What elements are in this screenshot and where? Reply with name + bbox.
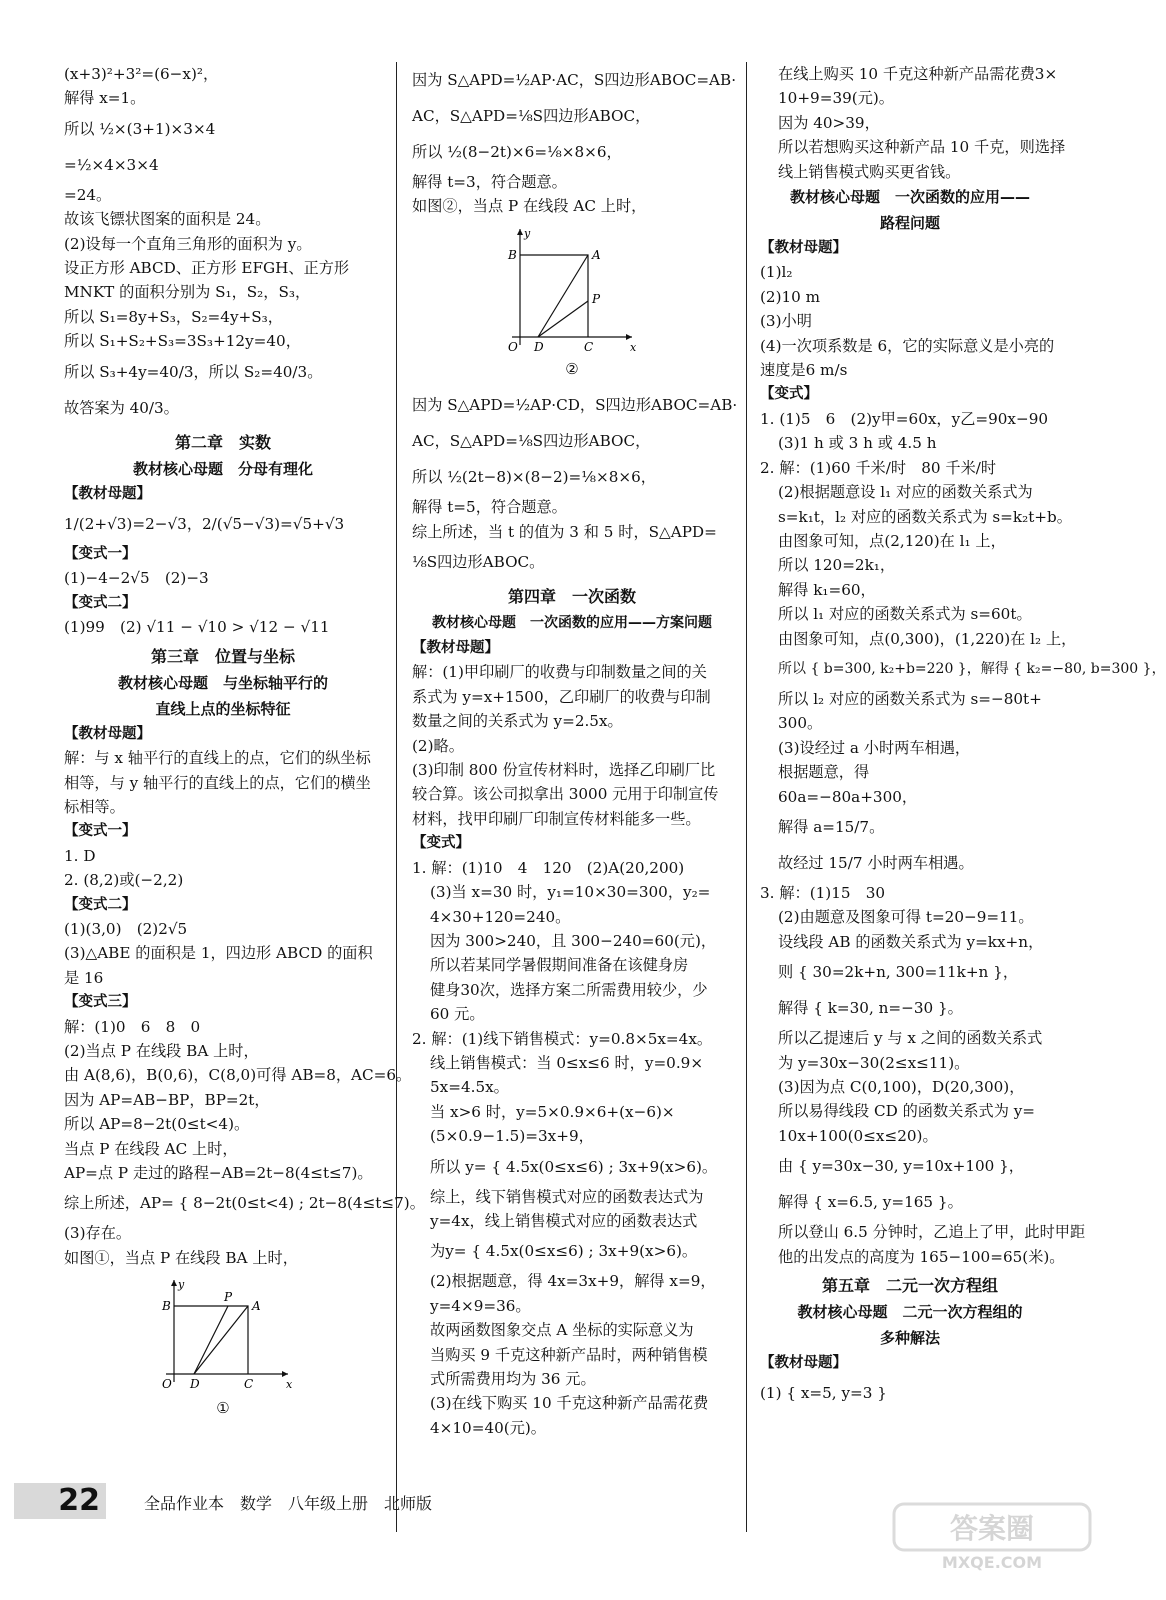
svg-text:A: A <box>252 1299 261 1314</box>
text-line: 综上，线下销售模式对应的函数表达式为 <box>430 1187 704 1206</box>
text-line: 所以若某同学暑假期间准备在该健身房 <box>430 956 689 975</box>
text-line: 1/(2+√3)=2−√3，2/(√5−√3)=√5+√3 <box>64 515 345 534</box>
text-line: 1. (1)5 6 (2)y甲=60x，y乙=90x−90 <box>760 409 1049 428</box>
section-title: 多种解法 <box>879 1329 940 1348</box>
text-line: (2)根据题意设 l₁ 对应的函数关系式为 <box>778 483 1033 502</box>
text-line: 健身30次，选择方案二所需费用较少，少 <box>430 980 708 999</box>
text-line: 所以 120=2k₁， <box>778 556 896 575</box>
text-line: 2. (8,2)或(−2,2) <box>64 871 184 890</box>
figure-2-label: ② <box>565 359 579 378</box>
text-line: 所以 S₁=8y+S₃，S₂=4y+S₃， <box>64 307 283 326</box>
svg-text:A: A <box>592 247 601 262</box>
text-line: 标相等。 <box>64 797 125 816</box>
svg-text:y: y <box>524 226 531 240</box>
svg-text:P: P <box>224 1290 233 1305</box>
text-line: 是 16 <box>64 968 104 987</box>
svg-text:D: D <box>190 1377 200 1392</box>
text-line: 则 { 30=2k+n, 300=11k+n }， <box>778 963 1019 982</box>
text-line: (1)(3,0) (2)2√5 <box>64 919 188 938</box>
text-line: (2)10 m <box>760 287 821 306</box>
section-title: 教材核心母题 一次函数的应用—— <box>789 188 1030 207</box>
section-tag: 【变式一】 <box>64 823 137 840</box>
text-line: s=k₁t，l₂ 对应的函数关系式为 s=k₂t+b。 <box>778 507 1072 526</box>
text-line: 5x=4.5x。 <box>430 1078 509 1097</box>
text-line: 故经过 15/7 小时两车相遇。 <box>778 853 974 872</box>
column-divider-1 <box>396 62 397 1532</box>
section-title: 教材核心母题 一次函数的应用——方案问题 <box>432 615 712 632</box>
section-tag: 【变式】 <box>412 835 470 852</box>
text-line: 所以 S₁+S₂+S₃=3S₃+12y=40， <box>64 332 301 351</box>
section-title: 路程问题 <box>879 214 940 233</box>
text-line: 10x+100(0≤x≤20)。 <box>778 1126 938 1145</box>
text-line: 故答案为 40/3。 <box>64 398 179 417</box>
section-title: 教材核心母题 与坐标轴平行的 <box>117 673 328 692</box>
text-line: (5×0.9−1.5)=3x+9， <box>430 1127 594 1146</box>
text-line: 数量之间的关系式为 y=2.5x。 <box>412 712 623 731</box>
svg-text:B: B <box>508 247 517 262</box>
text-line: 线上销售模式购买更省钱。 <box>778 162 961 181</box>
watermark-logo <box>892 1502 1092 1574</box>
text-line: 根据题意，得 <box>778 763 870 782</box>
section-tag: 【教材母题】 <box>760 240 847 257</box>
text-line: 速度是6 m/s <box>760 361 848 380</box>
section-tag: 【变式二】 <box>64 594 137 611</box>
chapter-title: 第三章 位置与坐标 <box>150 646 295 666</box>
text-line: 1. D <box>64 846 96 865</box>
svg-text:O: O <box>508 339 518 354</box>
text-line: ⅛S四边形ABOC。 <box>412 553 545 572</box>
figure-2-diagram <box>502 225 642 357</box>
text-line: 如图①，当点 P 在线段 BA 上时， <box>64 1248 298 1267</box>
svg-text:B: B <box>162 1299 171 1314</box>
text-line: (3)小明 <box>760 312 812 331</box>
text-line: =24。 <box>64 185 112 204</box>
svg-text:x: x <box>630 340 637 354</box>
svg-text:y: y <box>178 1278 185 1292</box>
text-line: 300。 <box>778 714 823 733</box>
text-line: 由图象可知，点(2,120)在 l₁ 上， <box>778 531 1006 550</box>
text-line: 因为 S△APD=½AP·CD，S四边形ABOC=AB· <box>412 396 738 415</box>
text-line: 为y= { 4.5x(0≤x≤6) ; 3x+9(x>6)。 <box>430 1242 698 1261</box>
text-line: (3)在线下购买 10 千克这种新产品需花费 <box>430 1394 709 1413</box>
text-line: (1)−4−2√5 (2)−3 <box>64 569 209 588</box>
text-line: (2)根据题意，得 4x=3x+9，解得 x=9， <box>430 1272 716 1291</box>
chapter-title: 第五章 二元一次方程组 <box>821 1276 998 1296</box>
text-line: (3)存在。 <box>64 1224 132 1243</box>
text-line: (3)设经过 a 小时两车相遇， <box>778 738 971 757</box>
text-line: 由 A(8,6)，B(0,6)，C(8,0)可得 AB=8，AC=6。 <box>64 1066 412 1085</box>
text-line: 解得 { x=6.5, y=165 }。 <box>778 1193 963 1212</box>
text-line: 所以 y= { 4.5x(0≤x≤6) ; 3x+9(x>6)。 <box>430 1157 718 1176</box>
text-line: 为 y=30x−30(2≤x≤11)。 <box>778 1053 970 1072</box>
text-line: 60 元。 <box>430 1005 485 1024</box>
text-line: (1)99 (2) √11 − √10 > √12 − √11 <box>64 618 330 637</box>
text-line: MNKT 的面积分别为 S₁，S₂，S₃， <box>64 283 311 302</box>
text-line: 10+9=39(元)。 <box>778 89 894 108</box>
text-line: 线上销售模式：当 0≤x≤6 时，y=0.9× <box>430 1053 704 1072</box>
text-line: 当 x>6 时，y=5×0.9×6+(x−6)× <box>430 1102 675 1121</box>
text-line: (1)l₂ <box>760 263 793 282</box>
text-line: 解：与 x 轴平行的直线上的点，它们的纵坐标 <box>64 749 371 768</box>
text-line: 当购买 9 千克这种新产品时，两种销售模 <box>430 1345 708 1364</box>
text-line: 解：(1)甲印刷厂的收费与印制数量之间的关 <box>412 663 707 682</box>
text-line: 故该飞镖状图案的面积是 24。 <box>64 210 271 229</box>
text-line: y=4x，线上销售模式对应的函数表达式 <box>430 1211 698 1230</box>
text-line: (2)设每一个直角三角形的面积为 y。 <box>64 234 312 253</box>
text-line: (x+3)²+3²=(6−x)²， <box>64 65 219 83</box>
text-line: 2. 解：(1)60 千米/时 80 千米/时 <box>760 458 997 477</box>
text-line: (3)1 h 或 3 h 或 4.5 h <box>778 434 937 453</box>
section-tag: 【变式三】 <box>64 994 137 1011</box>
text-line: 解得 x=1。 <box>64 89 146 108</box>
text-line: 设正方形 ABCD、正方形 EFGH、正方形 <box>64 259 350 278</box>
text-line: 所以 S₃+4y=40/3，所以 S₂=40/3。 <box>64 362 323 381</box>
column-2 <box>412 62 738 1440</box>
text-line: 由 { y=30x−30, y=10x+100 }， <box>778 1157 1024 1176</box>
text-line: 4×10=40(元)。 <box>430 1418 546 1437</box>
text-line: 所以 AP=8−2t(0≤t<4)。 <box>64 1115 250 1134</box>
figure-1-label: ① <box>216 1399 230 1418</box>
text-line: 4×30+120=240。 <box>430 907 571 926</box>
figure-1-diagram <box>148 1276 298 1394</box>
column-1 <box>64 62 425 1421</box>
section-title: 直线上点的坐标特征 <box>155 699 291 718</box>
text-line: 系式为 y=x+1500，乙印刷厂的收费与印制 <box>412 687 711 706</box>
section-tag: 【教材母题】 <box>760 1355 847 1372</box>
text-line: 所以 ½×(3+1)×3×4 <box>64 119 216 138</box>
text-line: 所以若想购买这种新产品 10 千克，则选择 <box>778 138 1066 157</box>
section-tag: 【变式一】 <box>64 546 137 563</box>
text-line: 所以 l₁ 对应的函数关系式为 s=60t。 <box>778 605 1032 624</box>
column-3 <box>760 62 1166 1411</box>
text-line: (3)印制 800 份宣传材料时，选择乙印刷厂比 <box>412 761 716 780</box>
text-line: 因为 S△APD=½AP·AC，S四边形ABOC=AB· <box>412 71 737 89</box>
text-line: 他的出发点的高度为 165−100=65(米)。 <box>778 1247 1065 1266</box>
text-line: 所以登山 6.5 分钟时，乙追上了甲，此时甲距 <box>778 1223 1086 1242</box>
text-line: 解：(1)0 6 8 0 <box>64 1017 201 1036</box>
text-line: 较合算。该公司拟拿出 3000 元用于印制宣传 <box>412 785 719 804</box>
text-line: 因为 AP=AB−BP，BP=2t， <box>64 1090 270 1109</box>
text-line: (3)△ABE 的面积是 1，四边形 ABCD 的面积 <box>64 944 373 963</box>
text-line: 综上所述，当 t 的值为 3 和 5 时，S△APD= <box>412 522 717 541</box>
text-line: 因为 300>240，且 300−240=60(元)， <box>430 931 717 950</box>
svg-text:MXQE.COM: MXQE.COM <box>941 1553 1043 1572</box>
svg-text:O: O <box>162 1377 172 1392</box>
text-line: y=4×9=36。 <box>430 1296 531 1315</box>
section-tag: 【教材母题】 <box>64 485 151 502</box>
text-line: (3)因为点 C(0,100)，D(20,300)， <box>778 1078 1025 1096</box>
text-line: 1. 解：(1)10 4 120 (2)A(20,200) <box>412 858 685 877</box>
section-tag: 【教材母题】 <box>412 640 499 657</box>
text-line: 解得 t=5，符合题意。 <box>412 498 567 517</box>
text-line: 由图象可知，点(0,300)，(1,220)在 l₂ 上， <box>778 629 1077 648</box>
text-line: 当点 P 在线段 AC 上时， <box>64 1139 238 1158</box>
svg-text:P: P <box>592 291 601 306</box>
text-line: 所以 ½(2t−8)×(8−2)=⅛×8×6， <box>412 468 656 487</box>
text-line: 在线上购买 10 千克这种新产品需花费3× <box>778 65 1058 83</box>
text-line: 解得 a=15/7。 <box>778 817 885 836</box>
text-line: 60a=−80a+300， <box>778 787 918 806</box>
svg-text:x: x <box>286 1378 293 1392</box>
column-divider-2 <box>746 62 747 1532</box>
chapter-title: 第二章 实数 <box>174 432 271 452</box>
svg-text:D: D <box>534 339 544 354</box>
section-title: 教材核心母题 分母有理化 <box>132 459 313 478</box>
text-line: =½×4×3×4 <box>64 155 159 174</box>
text-line: (2)略。 <box>412 736 464 755</box>
text-line: 所以 l₂ 对应的函数关系式为 s=−80t+ <box>778 689 1042 708</box>
section-title: 教材核心母题 二元一次方程组的 <box>797 1303 1023 1322</box>
text-line: (3)当 x=30 时，y₁=10×30=300，y₂= <box>430 883 711 902</box>
text-line: 解得 t=3，符合题意。 <box>412 173 567 191</box>
text-line: 所以 { b=300, k₂+b=220 }，解得 { k₂=−80, b=300 }， <box>778 660 1166 677</box>
text-line: 所以 ½(8−2t)×6=⅛×8×6， <box>412 143 622 161</box>
page-number: 22 <box>14 1483 106 1519</box>
chapter-title: 第四章 一次函数 <box>507 587 636 607</box>
svg-text:C: C <box>584 339 594 354</box>
text-line: (2)由题意及图象可得 t=20−9=11。 <box>778 908 1034 927</box>
text-line: 解得 { k=30, n=−30 }。 <box>778 999 963 1018</box>
section-tag: 【变式二】 <box>64 896 137 913</box>
text-line: AC，S△APD=⅛S四边形ABOC， <box>412 107 651 125</box>
svg-text:C: C <box>244 1377 254 1392</box>
section-tag: 【变式】 <box>760 386 818 403</box>
text-line: (1) { x=5, y=3 } <box>760 1384 887 1403</box>
text-line: 设线段 AB 的函数关系式为 y=kx+n， <box>778 932 1044 951</box>
text-line: AP=点 P 走过的路程−AB=2t−8(4≤t≤7)。 <box>64 1164 373 1182</box>
text-line: 所以乙提速后 y 与 x 之间的函数关系式 <box>778 1029 1043 1048</box>
text-line: 综上所述，AP= { 8−2t(0≤t<4) ; 2t−8(4≤t≤7)。 <box>64 1194 425 1213</box>
text-line: 解得 k₁=60， <box>778 580 876 599</box>
text-line: 故两函数图象交点 A 坐标的实际意义为 <box>430 1321 694 1340</box>
svg-text:答案圈: 答案圈 <box>949 1512 1035 1545</box>
text-line: 3. 解：(1)15 30 <box>760 883 886 902</box>
section-tag: 【教材母题】 <box>64 725 151 742</box>
page-footer <box>14 1483 914 1519</box>
text-line: AC，S△APD=⅛S四边形ABOC， <box>412 432 651 451</box>
text-line: 相等，与 y 轴平行的直线上的点，它们的横坐 <box>64 773 371 792</box>
text-line: 材料，找甲印刷厂印制宣传材料能多一些。 <box>412 809 701 828</box>
text-line: 所以易得线段 CD 的函数关系式为 y= <box>778 1102 1036 1121</box>
text-line: 如图②，当点 P 在线段 AC 上时， <box>412 197 647 216</box>
text-line: 式所需费用均为 36 元。 <box>430 1370 596 1388</box>
text-line: 因为 40>39， <box>778 113 880 132</box>
footer-text: 全品作业本 数学 八年级上册 北师版 <box>144 1494 433 1513</box>
text-line: 2. 解：(1)线下销售模式：y=0.8×5x=4x。 <box>412 1029 713 1048</box>
text-line: (2)当点 P 在线段 BA 上时， <box>64 1041 259 1060</box>
text-line: (4)一次项系数是 6，它的实际意义是小亮的 <box>760 336 1055 355</box>
